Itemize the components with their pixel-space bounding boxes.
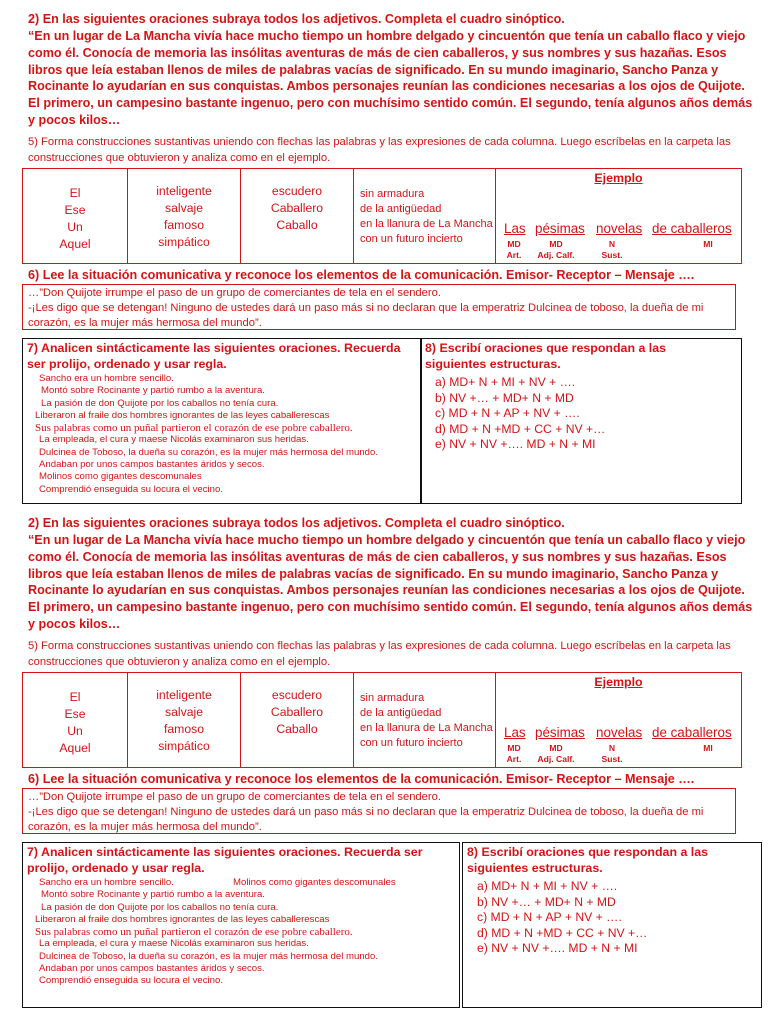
sentence: Sus palabras como un puñal partieron el corazón de ese pobre caballero. [35, 422, 353, 435]
sentence: La pasión de don Quijote por los caballos no tenía cura. [41, 397, 279, 409]
sentence: Andaban por unos campos bastantes áridos y secos. [39, 459, 265, 471]
example-title: Ejemplo [594, 675, 643, 689]
column-word: sin armadura [360, 692, 425, 704]
column-word: con un futuro incierto [360, 233, 463, 245]
structure-item: b) NV +… + MD+ N + MD [435, 390, 574, 405]
example-word: novelas [596, 221, 643, 236]
sentence-list [35, 877, 378, 988]
column-word: de la antigüedad [360, 707, 442, 719]
activity-7-title: 7) Analicen sintácticamente las siguientes oraciones. Recuerda ser prolijo, ordenado y usar regla. [27, 845, 423, 875]
example-tag: MI [703, 239, 713, 249]
sentence: Molinos como gigantes descomunales [233, 877, 396, 888]
activity-2-title: 2) En las siguientes oraciones subraya todos los adjetivos. Completa el cuadro sinóptico. [28, 516, 565, 530]
example-tag: MD Art. [506, 743, 522, 764]
column-word: Aquel [59, 741, 91, 755]
column-word: escudero [271, 184, 323, 198]
structure-list [477, 879, 647, 957]
column-word: Aquel [59, 237, 91, 251]
activity-5-title: 5) Forma construcciones sustantivas uniendo con flechas las palabras y las expresiones de cada columna. Luego escríbelas en la carpeta las construcciones que obtuvieron y analiza como en el ejemplo. [28, 136, 731, 164]
activity-6-title: 6) Lee la situación comunicativa y reconoce los elementos de la comunicación. Emisor- Receptor – Mensaje …. [28, 772, 695, 786]
structure-list [435, 375, 605, 453]
activity-6-title: 6) Lee la situación comunicativa y reconoce los elementos de la comunicación. Emisor- Receptor – Mensaje …. [28, 268, 695, 282]
expression-list [360, 187, 501, 247]
column-word: Caballero [270, 201, 324, 215]
column-word: de la antigüedad [360, 203, 442, 215]
worksheet-copy-1 [0, 10, 768, 515]
column-word: en la llanura de La Mancha [360, 218, 493, 230]
sentence: Dulcinea de Toboso, la dueña su corazón, es la mujer más hermosa del mundo. [39, 950, 378, 962]
structure-item: d) MD + N +MD + CC + NV +… [435, 421, 606, 436]
column-nouns [241, 169, 354, 263]
sentence: Liberaron al fraile dos hombres ignorantes de las leyes caballerescas [35, 409, 330, 421]
structure-item: e) NV + NV +…. MD + N + MI [435, 437, 596, 452]
example-word: novelas [596, 725, 643, 740]
column-word: salvaje [165, 201, 203, 215]
structure-item: c) MD + N + AP + NV + …. [435, 406, 580, 421]
example-tag: MD Adj. Calf. [537, 743, 575, 764]
sentence: La empleada, el cura y maese Nicolás examinaron sus heridas. [39, 938, 309, 950]
word-columns-table [22, 168, 742, 264]
structure-item: e) NV + NV +…. MD + N + MI [477, 941, 638, 956]
example-title: Ejemplo [594, 171, 643, 185]
column-expressions [354, 169, 496, 263]
column-word: famoso [164, 722, 204, 736]
dialogue-line: -¡Les digo que se detengan! Ninguno de ustedes dará un paso más si no declaran que la emperatriz Dulcinea de toboso, la dueña de mi corazón, es la mujer más hermosa del mundo”. [28, 302, 704, 329]
example-word: de caballeros [652, 221, 732, 236]
structure-item: b) NV +… + MD+ N + MD [477, 894, 616, 909]
structure-item: c) MD + N + AP + NV + …. [477, 910, 622, 925]
example-tag: MD Adj. Calf. [537, 239, 575, 260]
sentence: Sus palabras como un puñal partieron el corazón de ese pobre caballero. [35, 926, 353, 939]
column-word: simpático [158, 739, 210, 753]
dialogue-box [22, 788, 736, 834]
sentence: Montó sobre Rocinante y partió rumbo a la aventura. [41, 889, 265, 901]
sentence: Comprendió enseguida su locura el vecino. [39, 483, 223, 495]
structure-item: a) MD+ N + MI + NV + …. [477, 879, 618, 893]
worksheet-copy-2 [0, 514, 768, 1019]
example-word: de caballeros [652, 725, 732, 740]
column-nouns [241, 673, 354, 767]
column-word: Un [67, 220, 83, 234]
column-word: inteligente [156, 184, 212, 198]
sentence: Dulcinea de Toboso, la dueña su corazón, es la mujer más hermosa del mundo. [39, 446, 378, 458]
example-tag: N Sust. [601, 743, 623, 764]
activity-7-box [22, 842, 460, 1008]
activity-2-title: 2) En las siguientes oraciones subraya todos los adjetivos. Completa el cuadro sinóptico. [28, 12, 565, 26]
column-word: famoso [164, 218, 204, 232]
word-columns-table [22, 672, 742, 768]
sentence: Sancho era un hombre sencillo. [39, 877, 174, 888]
column-word: sin armadura [360, 188, 425, 200]
sentence: Liberaron al fraile dos hombres ignorantes de las leyes caballerescas [35, 913, 330, 925]
dialogue-line: -¡Les digo que se detengan! Ninguno de ustedes dará un paso más si no declaran que la emperatriz Dulcinea de toboso, la dueña de mi corazón, es la mujer más hermosa del mundo”. [28, 806, 704, 833]
column-word: El [69, 186, 81, 200]
sentence: Comprendió enseguida su locura el vecino. [39, 975, 223, 987]
activity-8-box [462, 842, 762, 1008]
column-determiners [23, 673, 128, 767]
column-word: Caballo [276, 218, 318, 232]
activity-5-title: 5) Forma construcciones sustantivas uniendo con flechas las palabras y las expresiones de cada columna. Luego escríbelas en la carpeta las construcciones que obtuvieron y analiza como en el ejemplo. [28, 640, 731, 668]
sentence-list [35, 373, 378, 496]
example-tag: N Sust. [601, 239, 623, 260]
noun-list [241, 687, 353, 738]
activity-2-text: “En un lugar de La Mancha vivía hace mucho tiempo un hombre delgado y cincuentón que tenía un caballo flaco y viejo como él. Conocía de memoria las insólitas aventuras de más de cien caballeros, y sus nombres y sus hazañas. Esos libros que leía estaban llenos de miles de palabras vacías de significado. En su mundo imaginario, Sancho Panza y Rocinante lo ayudarían en sus conquistas. Ambos personajes reunían las condiciones necesarias a los ojos de Quijote. El primero, un campesino bastante ingenuo, pero con muchísimo sentido común. El segundo, tenía algunos años demás y pocos kilos… [28, 533, 753, 631]
sentence: Molinos como gigantes descomunales [39, 471, 202, 483]
column-word: escudero [271, 688, 323, 702]
sentence: Montó sobre Rocinante y partió rumbo a la aventura. [41, 385, 265, 397]
activity-8-title: 8) Escribí oraciones que respondan a las siguientes estructuras. [425, 341, 667, 371]
sentence: Sancho era un hombre sencillo. [39, 373, 174, 384]
example-word: Las [504, 725, 526, 740]
activity-8-box [420, 338, 742, 504]
column-word: simpático [158, 235, 210, 249]
column-word: salvaje [165, 705, 203, 719]
structure-item: d) MD + N +MD + CC + NV +… [477, 925, 648, 940]
example-tag: MI [703, 743, 713, 753]
column-word: inteligente [156, 688, 212, 702]
sentence: La pasión de don Quijote por los caballos no tenía cura. [41, 901, 279, 913]
adjective-list [128, 687, 240, 755]
determiner-list [23, 185, 127, 253]
noun-list [241, 183, 353, 234]
sentence: Andaban por unos campos bastantes áridos y secos. [39, 963, 265, 975]
example-cell [496, 169, 741, 263]
adjective-list [128, 183, 240, 251]
activity-8-title: 8) Escribí oraciones que respondan a las siguientes estructuras. [467, 845, 709, 875]
column-word: Ese [64, 707, 86, 721]
column-word: Un [67, 724, 83, 738]
column-word: en la llanura de La Mancha [360, 722, 493, 734]
column-determiners [23, 169, 128, 263]
example-word: Las [504, 221, 526, 236]
structure-item: a) MD+ N + MI + NV + …. [435, 375, 576, 389]
example-tag: MD Art. [506, 239, 522, 260]
column-word: Caballo [276, 722, 318, 736]
dialogue-line: …”Don Quijote irrumpe el paso de un grupo de comerciantes de tela en el sendero. [28, 791, 441, 803]
column-word: con un futuro incierto [360, 737, 463, 749]
column-word: Caballero [270, 705, 324, 719]
determiner-list [23, 689, 127, 757]
column-adjectives [128, 169, 241, 263]
dialogue-box [22, 284, 736, 330]
example-word: pésimas [535, 221, 585, 236]
column-adjectives [128, 673, 241, 767]
column-expressions [354, 673, 496, 767]
column-word: El [69, 690, 81, 704]
column-word: Ese [64, 203, 86, 217]
activity-7-box [22, 338, 422, 504]
activity-2-text: “En un lugar de La Mancha vivía hace mucho tiempo un hombre delgado y cincuentón que tenía un caballo flaco y viejo como él. Conocía de memoria las insólitas aventuras de más de cien caballeros, y sus nombres y sus hazañas. Esos libros que leía estaban llenos de miles de palabras vacías de significado. En su mundo imaginario, Sancho Panza y Rocinante lo ayudarían en sus conquistas. Ambos personajes reunían las condiciones necesarias a los ojos de Quijote. El primero, un campesino bastante ingenuo, pero con muchísimo sentido común. El segundo, tenía algunos años demás y pocos kilos… [28, 29, 753, 127]
example-cell [496, 673, 741, 767]
sentence: La empleada, el cura y maese Nicolás examinaron sus heridas. [39, 434, 309, 446]
example-word: pésimas [535, 725, 585, 740]
activity-7-title: 7) Analicen sintácticamente las siguientes oraciones. Recuerda ser prolijo, ordenado y usar regla. [27, 341, 401, 371]
expression-list [360, 691, 501, 751]
dialogue-line: …”Don Quijote irrumpe el paso de un grupo de comerciantes de tela en el sendero. [28, 287, 441, 299]
